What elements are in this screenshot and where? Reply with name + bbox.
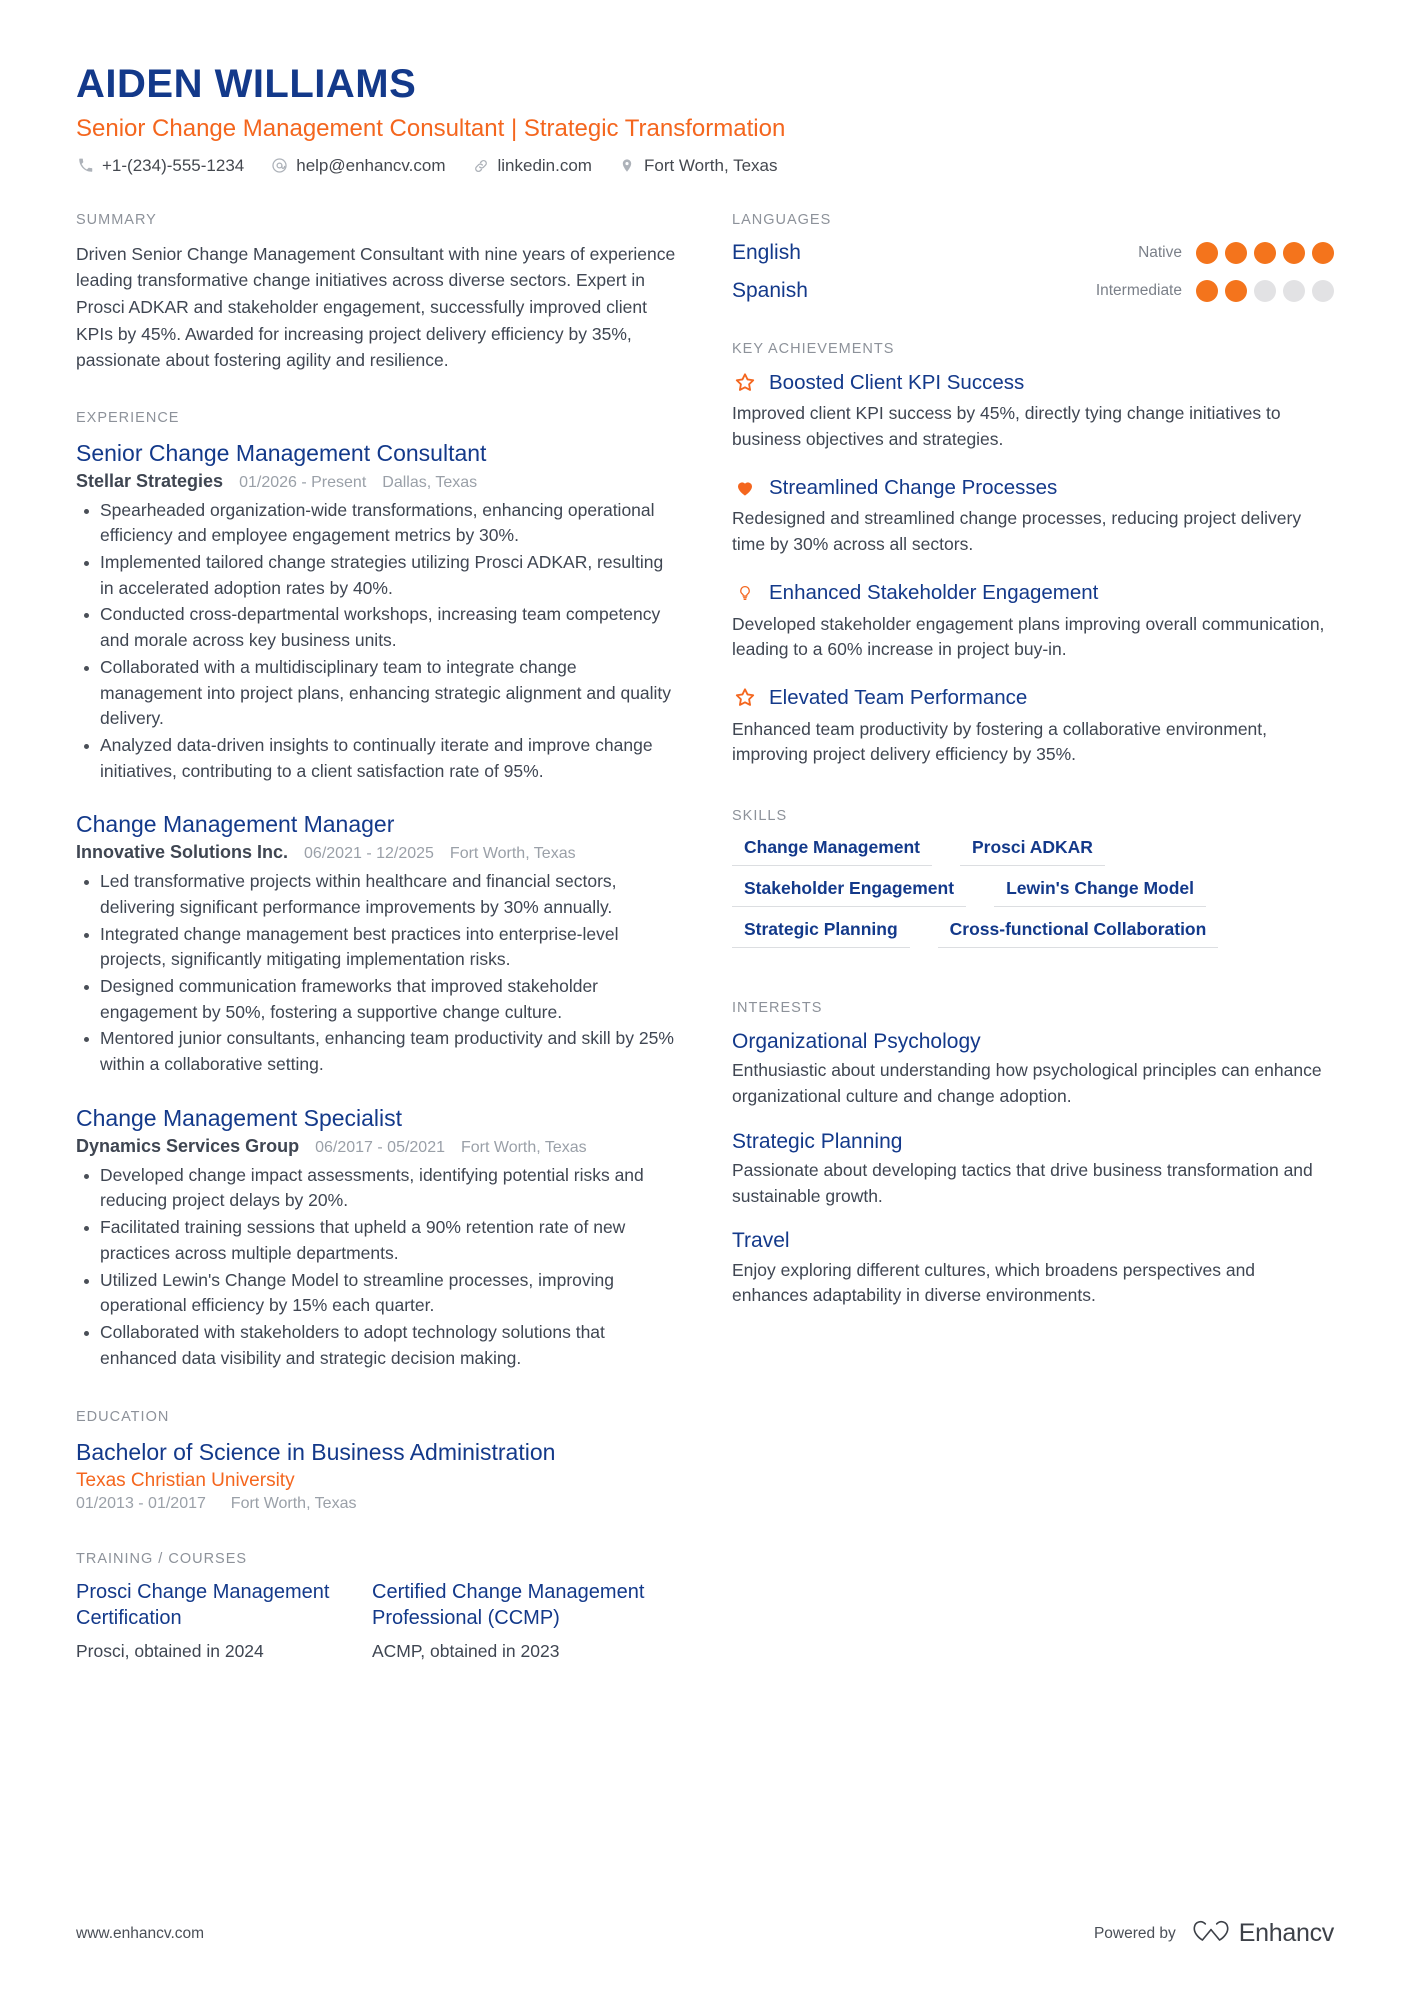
section-title-achievements: KEY ACHIEVEMENTS [732, 340, 895, 357]
section-title-education: EDUCATION [76, 1409, 170, 1426]
rating-dot [1283, 242, 1305, 264]
contact-location-text: Fort Worth, Texas [643, 156, 778, 175]
summary-text: Driven Senior Change Management Consultant with nine years of experience leading transformative change initiatives across diverse sectors. Expert in Prosci ADKAR and stakeholder engagement, successfully improved client KPIs by 45%. Awarded for increasing project delivery efficiency by 35%, passionate about fostering agility and resilience. [76, 243, 676, 371]
section-title-interests: INTERESTS [732, 1000, 823, 1017]
professional-headline: Senior Change Management Consultant | Strategic Transformation [76, 115, 786, 142]
contact-row [76, 154, 1334, 178]
section-title-training: TRAINING / COURSES [76, 1551, 248, 1568]
language-name: English [732, 240, 801, 264]
section-skills [732, 808, 1334, 948]
achievement-title: Streamlined Change Processes [769, 475, 1058, 499]
skills-list [732, 837, 1334, 948]
contact-phone[interactable] [76, 154, 244, 178]
lightbulb-icon [732, 581, 758, 605]
enhancv-logo[interactable] [1192, 1918, 1334, 1949]
powered-by-label: Powered by [1093, 1924, 1176, 1942]
footer-website-url[interactable]: www.enhancv.com [76, 1924, 205, 1942]
contact-email[interactable] [270, 154, 445, 178]
training-item [76, 1580, 372, 1664]
achievement-head [732, 370, 1334, 396]
language-rating-dots [1196, 280, 1334, 302]
page-title: AIDEN WILLIAMS [76, 62, 417, 106]
bullet-item: Developed change impact assessments, identifying potential risks and reducing project delays by 20%. [76, 1163, 676, 1214]
skill-tag: Change Management [732, 837, 932, 866]
section-summary [76, 212, 676, 374]
achievement-item [732, 370, 1334, 453]
experience-role: Change Management Specialist [76, 1104, 403, 1131]
achievement-description: Improved client KPI success by 45%, directly tying change initiatives to business objectives and strategies. [732, 403, 1281, 450]
experience-bullets [76, 1163, 676, 1372]
interest-description: Passionate about developing tactics that drive business transformation and sustainable growth. [732, 1159, 1313, 1206]
link-icon [471, 156, 490, 175]
interest-item [732, 1029, 1334, 1110]
rating-dot [1312, 242, 1334, 264]
section-education [76, 1409, 676, 1513]
bullet-item: Led transformative projects within healthcare and financial sectors, delivering significant performance improvements by 30% annually. [76, 869, 676, 920]
education-degree: Bachelor of Science in Business Administration [76, 1439, 556, 1466]
experience-meta [76, 1136, 676, 1157]
section-title-summary: SUMMARY [76, 211, 157, 228]
rating-dot [1254, 242, 1276, 264]
email-icon [270, 156, 289, 175]
achievement-item [732, 580, 1334, 663]
achievement-description: Enhanced team productivity by fostering a collaborative environment, improving project delivery efficiency by 35%. [732, 718, 1268, 765]
rating-dot [1225, 242, 1247, 264]
right-column [732, 212, 1334, 1335]
achievement-item [732, 475, 1334, 558]
resume-body [76, 212, 1334, 1690]
experience-meta [76, 471, 676, 492]
section-key-achievements [732, 341, 1334, 768]
experience-role: Change Management Manager [76, 811, 395, 838]
experience-entry [76, 1104, 676, 1372]
contact-location [618, 154, 778, 178]
experience-role: Senior Change Management Consultant [76, 439, 487, 466]
experience-company: Dynamics Services Group [76, 1135, 300, 1156]
achievement-head [732, 685, 1334, 711]
experience-entry [76, 439, 676, 785]
location-pin-icon [618, 156, 637, 175]
phone-icon [76, 156, 95, 175]
language-row [732, 241, 1334, 265]
bullet-item: Mentored junior consultants, enhancing team productivity and skill by 25% within a collaborative setting. [76, 1026, 676, 1077]
rating-dot [1312, 280, 1334, 302]
language-name: Spanish [732, 278, 808, 302]
rating-dot [1254, 280, 1276, 302]
experience-bullets [76, 869, 676, 1078]
training-provider: Prosci, obtained in 2024 [76, 1641, 264, 1662]
rating-dot [1196, 280, 1218, 302]
resume-header [76, 62, 1334, 178]
experience-company: Innovative Solutions Inc. [76, 842, 289, 863]
contact-phone-text: +1-(234)-555-1234 [102, 156, 245, 175]
education-entry [76, 1438, 676, 1513]
interest-name: Travel [732, 1229, 790, 1253]
training-provider: ACMP, obtained in 2023 [372, 1641, 560, 1662]
achievement-item [732, 685, 1334, 768]
interest-item [732, 1129, 1334, 1210]
achievement-title: Enhanced Stakeholder Engagement [769, 580, 1099, 604]
bullet-item: Utilized Lewin's Change Model to streamline processes, improving operational efficiency by 15% each quarter. [76, 1268, 676, 1319]
rating-dot [1283, 280, 1305, 302]
bullet-item: Analyzed data-driven insights to continually iterate and improve change initiatives, contributing to a client satisfaction rate of 95%. [76, 733, 676, 784]
language-level: Intermediate [1095, 281, 1182, 299]
language-row [732, 279, 1334, 303]
bullet-item: Collaborated with stakeholders to adopt technology solutions that enhanced data visibility and strategic decision making. [76, 1320, 676, 1371]
experience-dates: 01/2026 - Present [239, 473, 367, 491]
bullet-item: Spearheaded organization-wide transformations, enhancing operational efficiency and employee engagement metrics by 30%. [76, 498, 676, 549]
left-column [76, 212, 676, 1690]
skill-tag: Strategic Planning [732, 919, 910, 948]
enhancv-mark-icon [1192, 1918, 1230, 1949]
bullet-item: Collaborated with a multidisciplinary team to integrate change management into project plans, enhancing strategic alignment and quality delivery. [76, 655, 676, 732]
section-interests [732, 1000, 1334, 1309]
training-grid [76, 1580, 676, 1664]
interest-item [732, 1228, 1334, 1309]
skill-tag: Cross-functional Collaboration [938, 919, 1219, 948]
contact-email-text: help@enhancv.com [296, 156, 446, 175]
star-icon [732, 371, 758, 395]
experience-location: Dallas, Texas [382, 473, 478, 491]
footer-branding [1094, 1918, 1334, 1949]
experience-dates: 06/2021 - 12/2025 [304, 845, 434, 863]
achievement-head [732, 475, 1334, 501]
achievement-title: Elevated Team Performance [769, 685, 1028, 709]
experience-bullets [76, 498, 676, 785]
star-icon [732, 686, 758, 710]
experience-meta [76, 842, 676, 863]
section-training [76, 1551, 676, 1664]
skill-tag: Prosci ADKAR [960, 837, 1105, 866]
bullet-item: Designed communication frameworks that improved stakeholder engagement by 50%, fostering a supportive change culture. [76, 974, 676, 1025]
contact-link-text: linkedin.com [497, 156, 592, 175]
interest-name: Strategic Planning [732, 1129, 903, 1153]
enhancv-wordmark: Enhancv [1238, 1919, 1334, 1947]
skill-tag: Lewin's Change Model [994, 878, 1206, 907]
section-title-experience: EXPERIENCE [76, 409, 180, 426]
bullet-item: Conducted cross-departmental workshops, increasing team competency and morale across key business units. [76, 602, 676, 653]
bullet-item: Implemented tailored change strategies utilizing Prosci ADKAR, resulting in accelerated adoption rates by 40%. [76, 550, 676, 601]
training-name: Certified Change Management Professional (CCMP) [372, 1581, 645, 1629]
education-meta [76, 1495, 676, 1513]
training-name: Prosci Change Management Certification [76, 1581, 330, 1629]
section-experience [76, 410, 676, 1372]
experience-location: Fort Worth, Texas [461, 1138, 587, 1156]
heart-icon [732, 476, 758, 500]
interest-name: Organizational Psychology [732, 1030, 981, 1054]
experience-entry [76, 810, 676, 1078]
bullet-item: Facilitated training sessions that upheld a 90% retention rate of new practices across multiple departments. [76, 1215, 676, 1266]
interest-description: Enjoy exploring different cultures, which broadens perspectives and enhances adaptability in diverse environments. [732, 1259, 1256, 1306]
experience-company: Stellar Strategies [76, 470, 224, 491]
section-title-skills: SKILLS [732, 808, 788, 825]
page-footer [76, 1918, 1334, 1949]
section-languages [732, 212, 1334, 303]
rating-dot [1225, 280, 1247, 302]
skill-tag: Stakeholder Engagement [732, 878, 966, 907]
contact-link[interactable] [471, 154, 592, 178]
language-rating-dots [1196, 242, 1334, 264]
language-level: Native [1138, 243, 1182, 261]
bullet-item: Integrated change management best practices into enterprise-level projects, significantly mitigating implementation risks. [76, 922, 676, 973]
rating-dot [1196, 242, 1218, 264]
achievement-description: Redesigned and streamlined change processes, reducing project delivery time by 30% across all sectors. [732, 508, 1302, 555]
achievement-head [732, 580, 1334, 606]
achievement-description: Developed stakeholder engagement plans improving overall communication, leading to a 60% increase in project buy-in. [732, 613, 1325, 660]
experience-dates: 06/2017 - 05/2021 [315, 1138, 445, 1156]
education-school: Texas Christian University [76, 1470, 295, 1492]
education-dates: 01/2013 - 01/2017 [76, 1495, 206, 1513]
achievement-title: Boosted Client KPI Success [769, 370, 1025, 394]
interest-description: Enthusiastic about understanding how psychological principles can enhance organizational culture and change adoption. [732, 1060, 1322, 1107]
section-title-languages: LANGUAGES [732, 211, 832, 228]
experience-location: Fort Worth, Texas [449, 845, 576, 863]
training-item [372, 1580, 668, 1664]
education-location: Fort Worth, Texas [230, 1495, 357, 1513]
